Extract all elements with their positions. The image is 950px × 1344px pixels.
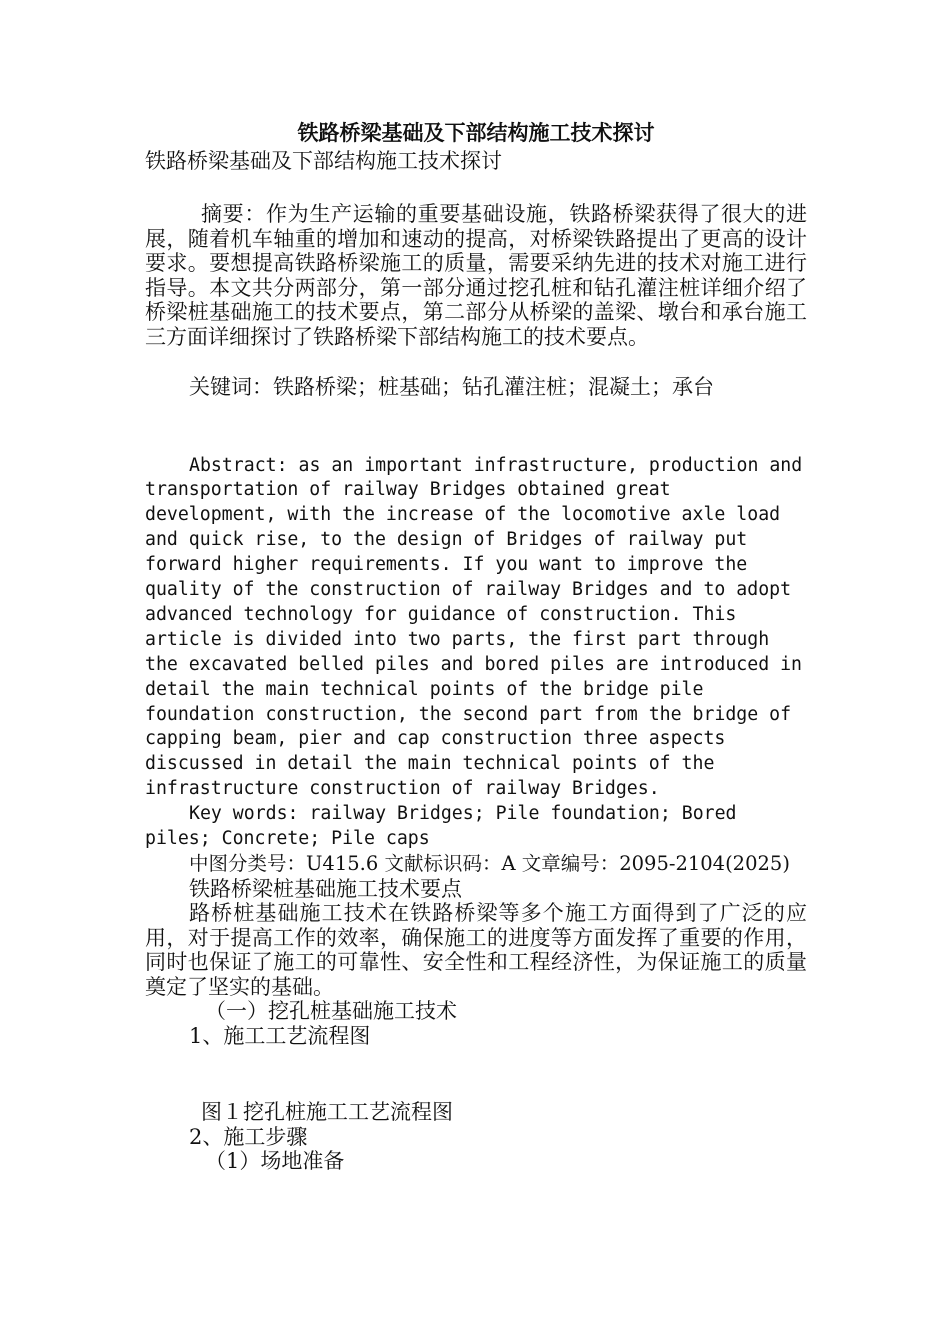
list-item-1: 1、施工工艺流程图	[189, 1023, 371, 1048]
spacer	[145, 349, 807, 373]
document-page	[145, 118, 807, 1174]
document-title: 铁路桥梁基础及下部结构施工技术探讨	[297, 120, 655, 145]
abstract-cn: 摘要：作为生产运输的重要基础设施，铁路桥梁获得了很大的进展，随着机车轴重的增加和速动的提高，对桥梁铁路提出了更高的设计要求。要想提高铁路桥梁施工的质量，需要采纳先进的技术对施工进行指导。本文共分两部分，第一部分通过挖孔桩和钻孔灌注桩详细介绍了桥梁桩基础施工的技术要点，第二部分从桥梁的盖梁、墩台和承台施工三方面详细探讨了铁路桥梁下部结构施工的技术要点。	[145, 202, 807, 349]
keywords-cn: 关键词：铁路桥梁；桩基础；钻孔灌注桩；混凝土；承台	[189, 375, 714, 399]
list-item-2-1: （1）场地准备	[205, 1149, 345, 1174]
section-paragraph: 路桥桩基础施工技术在铁路桥梁等多个施工方面得到了广泛的应用，对于提高工作的效率，确保施工的进度等方面发挥了重要的作用，同时也保证了施工的可靠性、安全性和工程经济性，为保证施工的质量奠定了坚实的基础。	[145, 901, 807, 999]
abstract-en: Abstract: as an important infrastructure, production and transportation of railway Bridges obtained great development, with the increase of the locomotive axle load and quick rise, to the design of Bridges of railway put forward higher requirements. If you want to improve the quality of the construction of railway Bridges and to adopt advanced technology for guidance of construction. This article is divided into two parts, the first part through the excavated belled piles and bored piles are introduced in detail the main technical points of the bridge pile foundation construction, the second part from the bridge of capping beam, pier and cap construction three aspects discussed in detail the main technical points of the infrastructure construction of railway Bridges.	[145, 454, 803, 800]
figure-caption: 图１挖孔桩施工工艺流程图	[201, 1100, 453, 1125]
classification: 中图分类号：U415.6 文献标识码：A 文章编号：2095-2104(2025)	[189, 852, 790, 875]
section-heading: 铁路桥梁桩基础施工技术要点	[189, 876, 462, 901]
spacer	[145, 400, 807, 454]
figure-placeholder	[145, 1048, 807, 1100]
subsection-heading: （一）挖孔桩基础施工技术	[205, 999, 457, 1024]
spacer	[145, 174, 807, 198]
list-item-2: 2、施工步骤	[189, 1124, 308, 1149]
document-subtitle: 铁路桥梁基础及下部结构施工技术探讨	[145, 149, 502, 173]
keywords-en: Key words: railway Bridges; Pile foundation; Bored piles; Concrete; Pile caps	[145, 803, 737, 850]
